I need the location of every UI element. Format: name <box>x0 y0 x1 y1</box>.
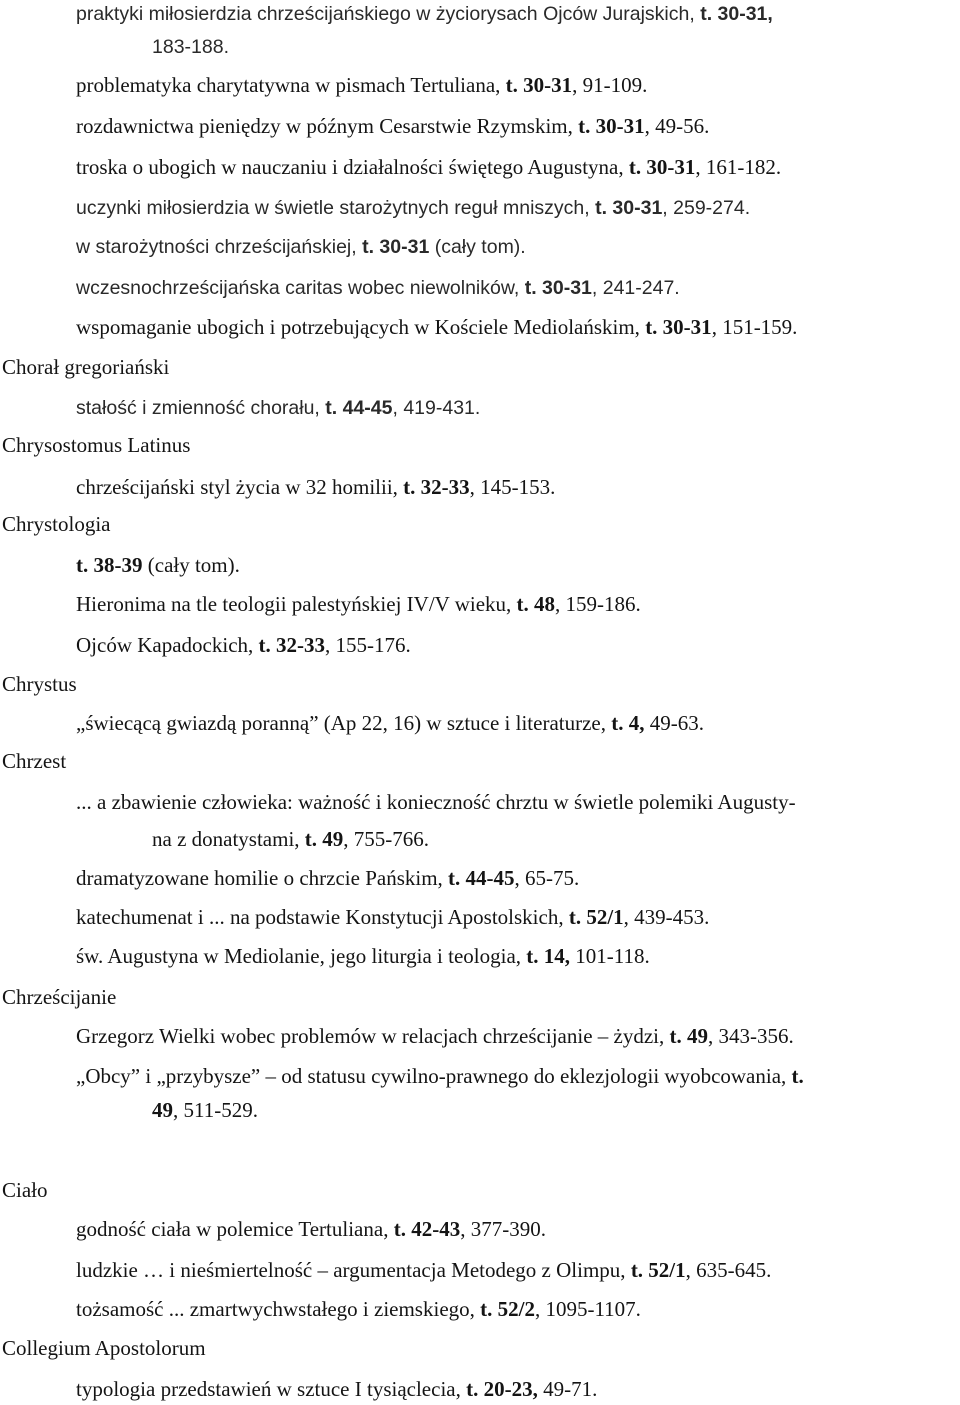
index-heading: Chrystus <box>2 672 77 696</box>
index-entry: t. 38-39 (cały tom). <box>76 553 240 577</box>
index-entry: Grzegorz Wielki wobec problemów w relacjach chrześcijanie – żydzi, t. 49, 343-356. <box>76 1024 794 1048</box>
index-entry: dramatyzowane homilie o chrzcie Pańskim, t. 44-45, 65-75. <box>76 866 580 890</box>
index-heading: Chrysostomus Latinus <box>2 433 191 457</box>
index-heading: Ciało <box>2 1178 48 1202</box>
index-entry: chrześcijański styl życia w 32 homilii, t. 32-33, 145-153. <box>76 475 556 499</box>
index-entry: praktyki miłosierdzia chrześcijańskiego w życiorysach Ojców Jurajskich, t. 30-31, <box>76 3 773 25</box>
index-entry: tożsamość ... zmartwychwstałego i ziemskiego, t. 52/2, 1095-1107. <box>76 1297 641 1321</box>
index-heading: Chrześcijanie <box>2 985 117 1009</box>
index-entry: wspomaganie ubogich i potrzebujących w Kościele Mediolańskim, t. 30-31, 151-159. <box>76 315 798 339</box>
index-entry: „świecącą gwiazdą poranną” (Ap 22, 16) w sztuce i literaturze, t. 4, 49-63. <box>76 711 704 735</box>
index-heading: Chrzest <box>2 749 67 773</box>
index-entry: uczynki miłosierdzia w świetle starożytnych reguł mniszych, t. 30-31, 259-274. <box>76 197 751 219</box>
index-entry: problematyka charytatywna w pismach Tertuliana, t. 30-31, 91-109. <box>76 73 648 97</box>
index-heading: Chrystologia <box>2 512 111 536</box>
index-entry: stałość i zmienność chorału, t. 44-45, 419-431. <box>76 397 481 419</box>
index-entry: katechumenat i ... na podstawie Konstytucji Apostolskich, t. 52/1, 439-453. <box>76 905 710 929</box>
index-heading: Collegium Apostolorum <box>2 1336 206 1360</box>
index-entry: Ojców Kapadockich, t. 32-33, 155-176. <box>76 633 411 657</box>
index-entry-continuation: 183-188. <box>152 36 229 58</box>
index-entry-continuation: na z donatystami, t. 49, 755-766. <box>152 827 430 851</box>
index-entry: w starożytności chrześcijańskiej, t. 30-31 (cały tom). <box>76 236 526 258</box>
index-entry: „Obcy” i „przybysze” – od statusu cywilno-prawnego do eklezjologii wyobcowania, t. <box>76 1064 804 1088</box>
index-entry: godność ciała w polemice Tertuliana, t. 42-43, 377-390. <box>76 1217 546 1241</box>
index-entry: wczesnochrześcijańska caritas wobec niewolników, t. 30-31, 241-247. <box>76 277 680 299</box>
index-entry: Hieronima na tle teologii palestyńskiej IV/V wieku, t. 48, 159-186. <box>76 592 641 616</box>
index-entry-continuation: 49, 511-529. <box>152 1098 258 1122</box>
index-entry: ludzkie … i nieśmiertelność – argumentacja Metodego z Olimpu, t. 52/1, 635-645. <box>76 1258 772 1282</box>
index-heading: Chorał gregoriański <box>2 355 170 379</box>
index-entry: ... a zbawienie człowieka: ważność i konieczność chrztu w świetle polemiki Augusty- <box>76 790 796 814</box>
index-entry: typologia przedstawień w sztuce I tysiąclecia, t. 20-23, 49-71. <box>76 1377 598 1401</box>
index-entry: św. Augustyna w Mediolanie, jego liturgia i teologia, t. 14, 101-118. <box>76 944 650 968</box>
index-entry: rozdawnictwa pieniędzy w późnym Cesarstwie Rzymskim, t. 30-31, 49-56. <box>76 114 710 138</box>
index-entry: troska o ubogich w nauczaniu i działalności świętego Augustyna, t. 30-31, 161-182. <box>76 155 782 179</box>
